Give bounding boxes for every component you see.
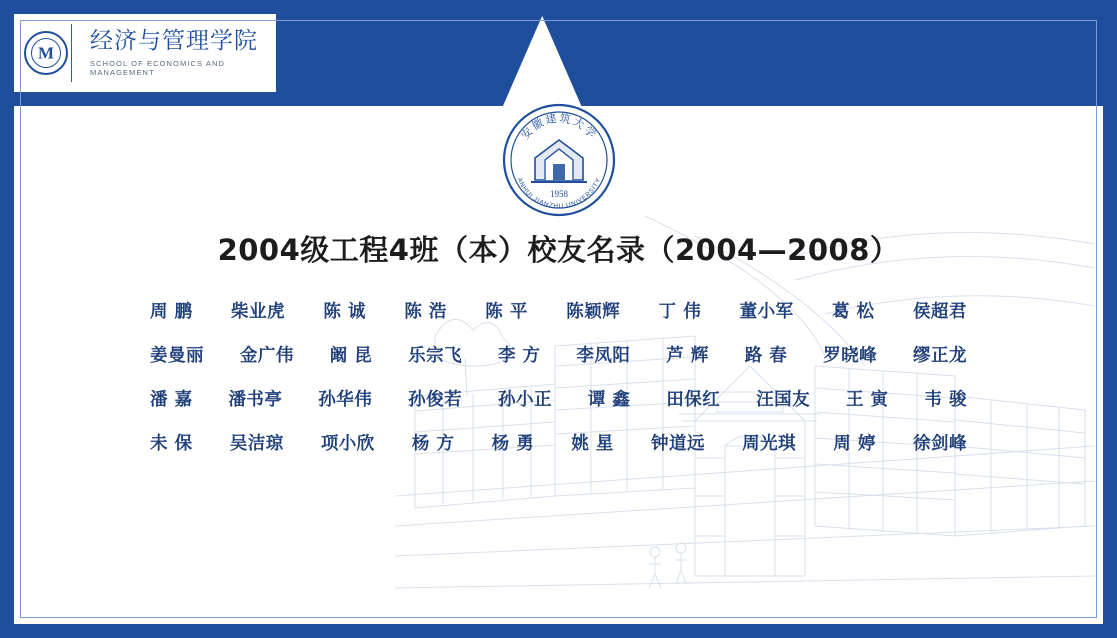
alumni-name: 周 鹏 <box>150 301 193 322</box>
alumni-name: 葛 松 <box>831 301 875 322</box>
alumni-name: 陈颖辉 <box>566 301 621 322</box>
alumni-name: 徐剑峰 <box>912 433 967 454</box>
name-row <box>150 420 967 464</box>
alumni-name: 乐宗飞 <box>408 345 463 366</box>
alumni-name: 侯超君 <box>912 301 967 322</box>
alumni-name: 项小欣 <box>320 433 375 454</box>
alumni-name: 未 保 <box>150 433 193 454</box>
alumni-name: 陈 浩 <box>404 301 447 322</box>
alumni-name: 田保红 <box>666 389 721 410</box>
alumni-name: 谭 鑫 <box>587 389 631 410</box>
alumni-name: 潘书亭 <box>228 389 283 410</box>
alumni-name: 金广伟 <box>239 345 294 366</box>
school-emblem-glyph: M <box>37 43 55 63</box>
alumni-name: 陈 诚 <box>323 301 366 322</box>
alumni-name: 孙小正 <box>497 389 552 410</box>
svg-text:ANHUI JIANZHU UNIVERSITY: ANHUI JIANZHU UNIVERSITY <box>515 176 602 211</box>
alumni-name: 阚 昆 <box>329 345 373 366</box>
name-row <box>150 376 967 420</box>
alumni-name: 孙俊若 <box>408 389 463 410</box>
alumni-name: 钟道远 <box>651 433 706 454</box>
alumni-name: 韦 骏 <box>924 389 967 410</box>
page-title: 2004级工程4班（本）校友名录（2004—2008） <box>217 233 900 267</box>
alumni-name: 潘 嘉 <box>150 389 193 410</box>
alumni-name: 王 寅 <box>845 389 889 410</box>
alumni-name: 李凤阳 <box>576 345 631 366</box>
name-row <box>150 288 967 332</box>
alumni-name: 李 方 <box>497 345 541 366</box>
school-name-cn: 经济与管理学院 <box>90 28 258 55</box>
alumni-name: 汪国友 <box>756 389 811 410</box>
alumni-name: 罗晓峰 <box>823 345 878 366</box>
svg-text:1958: 1958 <box>549 189 568 199</box>
school-emblem-icon <box>24 31 68 75</box>
school-logo-block <box>14 14 276 92</box>
university-seal <box>501 102 617 218</box>
alumni-name: 路 春 <box>744 345 788 366</box>
alumni-name: 陈 平 <box>485 301 528 322</box>
alumni-name: 杨 勇 <box>491 433 535 454</box>
alumni-name: 杨 方 <box>411 433 455 454</box>
alumni-name: 周光琪 <box>742 433 797 454</box>
alumni-name: 董小军 <box>739 301 794 322</box>
alumni-name: 缪正龙 <box>912 345 967 366</box>
logo-divider <box>71 24 72 82</box>
alumni-name: 柴业虎 <box>230 301 285 322</box>
alumni-name: 周 婷 <box>833 433 876 454</box>
alumni-name: 姜曼丽 <box>150 345 204 366</box>
alumni-name: 芦 辉 <box>666 345 709 366</box>
alumni-name: 孙华伟 <box>318 389 373 410</box>
svg-text:安徽建筑大学: 安徽建筑大学 <box>517 111 600 143</box>
name-row <box>150 332 967 376</box>
alumni-name: 姚 星 <box>571 433 614 454</box>
alumni-name-list <box>150 288 967 464</box>
alumni-name: 吴洁琼 <box>229 433 284 454</box>
alumni-name: 丁 伟 <box>658 301 702 322</box>
school-name-en: SCHOOL OF ECONOMICS AND MANAGEMENT <box>90 58 226 77</box>
